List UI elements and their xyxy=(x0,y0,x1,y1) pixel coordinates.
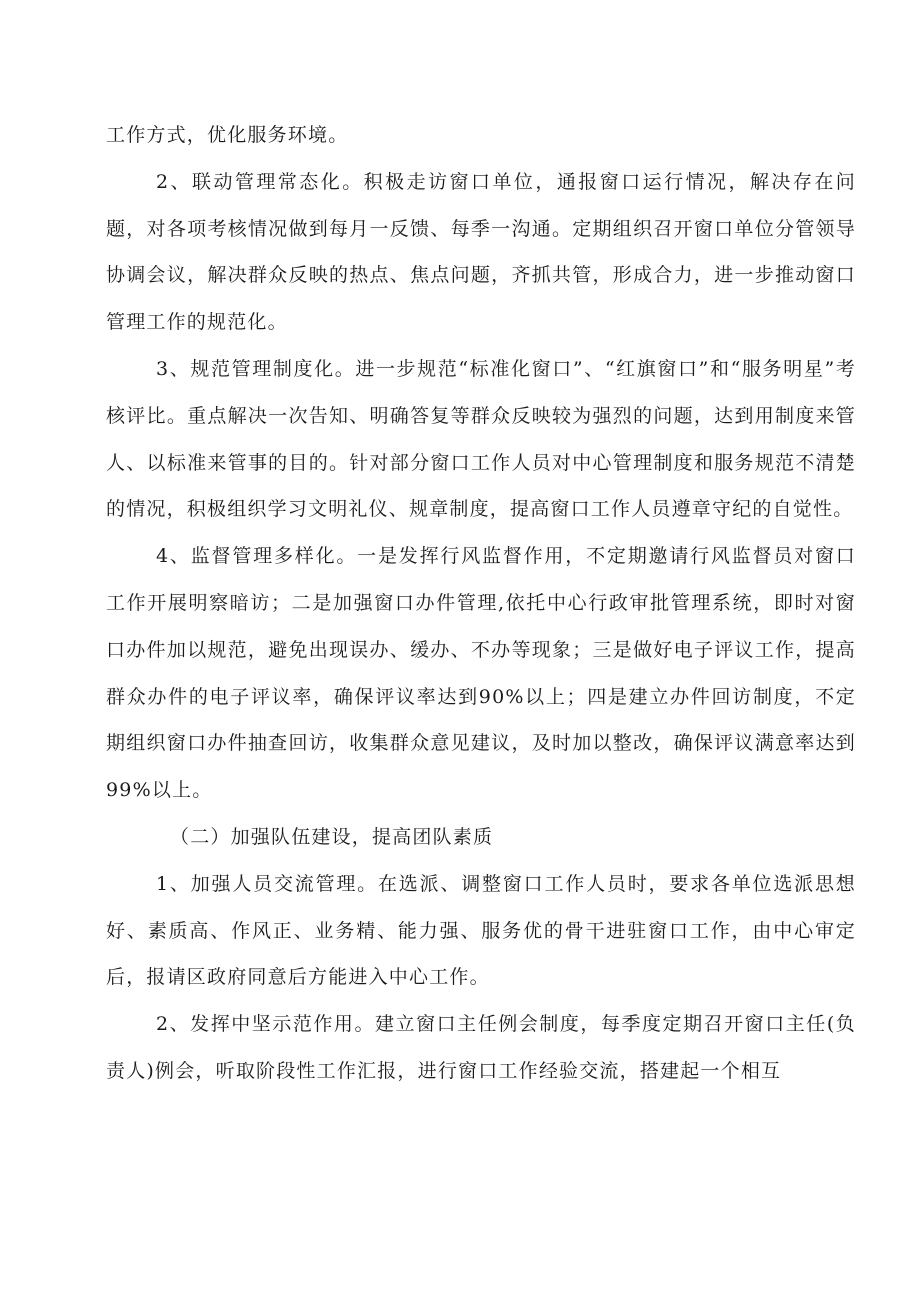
paragraph-standard-management: 3、规范管理制度化。进一步规范“标准化窗口”、“红旗窗口”和“服务明星”考核评比。重点解决一次告知、明确答复等群众反映较为强烈的问题，达到用制度来管人、以标准来管事的目的。针对部分窗口工作人员对中心管理制度和服务规范不清楚的情况，积极组织学习文明礼仪、规章制度，提高窗口工作人员遵章守纪的自觉性。 xyxy=(106,357,856,521)
paragraph-backbone-role: 2、发挥中坚示范作用。建立窗口主任例会制度，每季度定期召开窗口主任(负责人)例会，听取阶段性工作汇报，进行窗口工作经验交流，搭建起一个相互 xyxy=(106,1013,856,1082)
paragraph-supervision-management: 4、监督管理多样化。一是发挥行风监督作用，不定期邀请行风监督员对窗口工作开展明察暗访；二是加强窗口办件管理,依托中心行政审批管理系统，即时对窗口办件加以规范，避免出现误办、缓办、不办等现象；三是做好电子评议工作，提高群众办件的电子评议率，确保评议率达到90%以上；四是建立办件回访制度，不定期组织窗口办件抽查回访，收集群众意见建议，及时加以整改，确保评议满意率达到99%以上。 xyxy=(106,545,856,802)
section-heading-team-building: （二）加强队伍建设，提高团队素质 xyxy=(170,825,494,848)
paragraph-continuation: 工作方式，优化服务环境。 xyxy=(106,124,349,146)
paragraph-linkage-management: 2、联动管理常态化。积极走访窗口单位，通报窗口运行情况，解决存在问题，对各项考核情况做到每月一反馈、每季一沟通。定期组织召开窗口单位分管领导协调会议，解决群众反映的热点、焦点问题，齐抓共管，形成合力，进一步推动窗口管理工作的规范化。 xyxy=(106,170,856,334)
paragraph-staff-exchange: 1、加强人员交流管理。在选派、调整窗口工作人员时，要求各单位选派思想好、素质高、作风正、业务精、能力强、服务优的骨干进驻窗口工作，由中心审定后，报请区政府同意后方能进入中心工作。 xyxy=(106,872,856,989)
document-body xyxy=(106,112,856,1095)
